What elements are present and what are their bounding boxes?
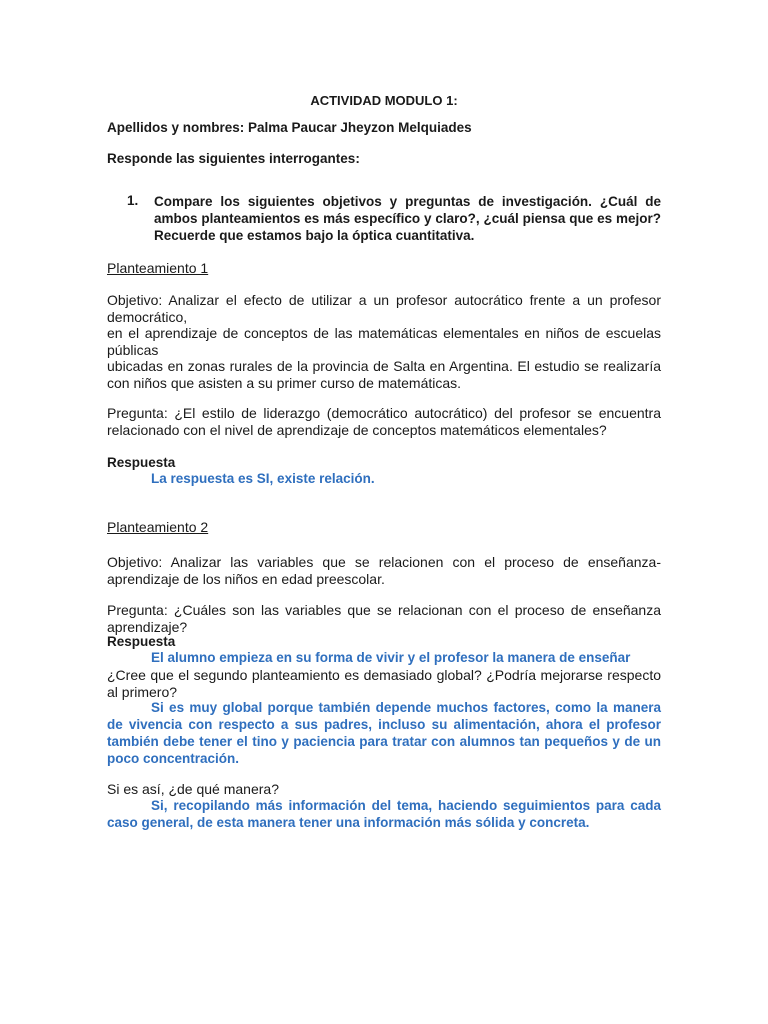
planteamiento-1-question: Pregunta: ¿El estilo de liderazgo (democrático autocrático) del profesor se encuentra relacionado con el nivel de aprendizaje de conceptos matemáticos elementales? <box>107 405 661 438</box>
planteamiento-2-answer: El alumno empieza en su forma de vivir y el profesor la manera de enseñar <box>151 650 631 665</box>
planteamiento-2-question: Pregunta: ¿Cuáles son las variables que se relacionan con el proceso de enseñanza aprendizaje? <box>107 602 661 635</box>
planteamiento-1-answer-label: Respuesta <box>107 455 176 470</box>
planteamiento-2-answer-label: Respuesta <box>107 634 176 649</box>
instructions-line: Responde las siguientes interrogantes: <box>107 151 360 166</box>
how-question: Si es así, ¿de qué manera? <box>107 781 279 797</box>
how-answer: Si, recopilando más información del tema, haciendo seguimientos para cada caso general, de esta manera tener una información más sólida y concreta. <box>107 798 661 830</box>
student-name-line: Apellidos y nombres: Palma Paucar Jheyzon Melquiades <box>107 120 472 135</box>
objective-line-2: en el aprendizaje de conceptos de las matemáticas elementales en niños de escuelas públicas <box>107 325 661 358</box>
planteamiento-2-heading: Planteamiento 2 <box>107 519 209 535</box>
global-question: ¿Cree que el segundo planteamiento es demasiado global? ¿Podría mejorarse respecto al primero? <box>107 667 661 700</box>
global-answer: Si es muy global porque también depende muchos factores, como la manera de vivencia con respecto a sus padres, incluso su alimentación, ahora el profesor también debe tener el tino y paciencia para tratar con alumnos tan pequeños y de un poco concentración. <box>107 700 661 766</box>
planteamiento-2-objective: Objetivo: Analizar las variables que se relacionen con el proceso de enseñanza-aprendizaje de los niños en edad preescolar. <box>107 554 661 587</box>
planteamiento-1-heading: Planteamiento 1 <box>107 260 209 276</box>
objective-line-1: Objetivo: Analizar el efecto de utilizar a un profesor autocrático frente a un profesor democrático, <box>107 292 661 325</box>
document-title: ACTIVIDAD MODULO 1: <box>310 93 458 108</box>
question-1-number: 1. <box>127 193 139 208</box>
objective-line-3: ubicadas en zonas rurales de la provincia de Salta en Argentina. El estudio se realizaría con niños que asisten a su primer curso de matemáticas. <box>107 358 661 391</box>
question-1-text: Compare los siguientes objetivos y preguntas de investigación. ¿Cuál de ambos planteamientos es más específico y claro?, ¿cuál piensa que es mejor? Recuerde que estamos bajo la óptica cuantitativa. <box>154 194 661 243</box>
planteamiento-1-objective <box>107 292 661 391</box>
planteamiento-1-answer: La respuesta es SI, existe relación. <box>151 471 375 486</box>
